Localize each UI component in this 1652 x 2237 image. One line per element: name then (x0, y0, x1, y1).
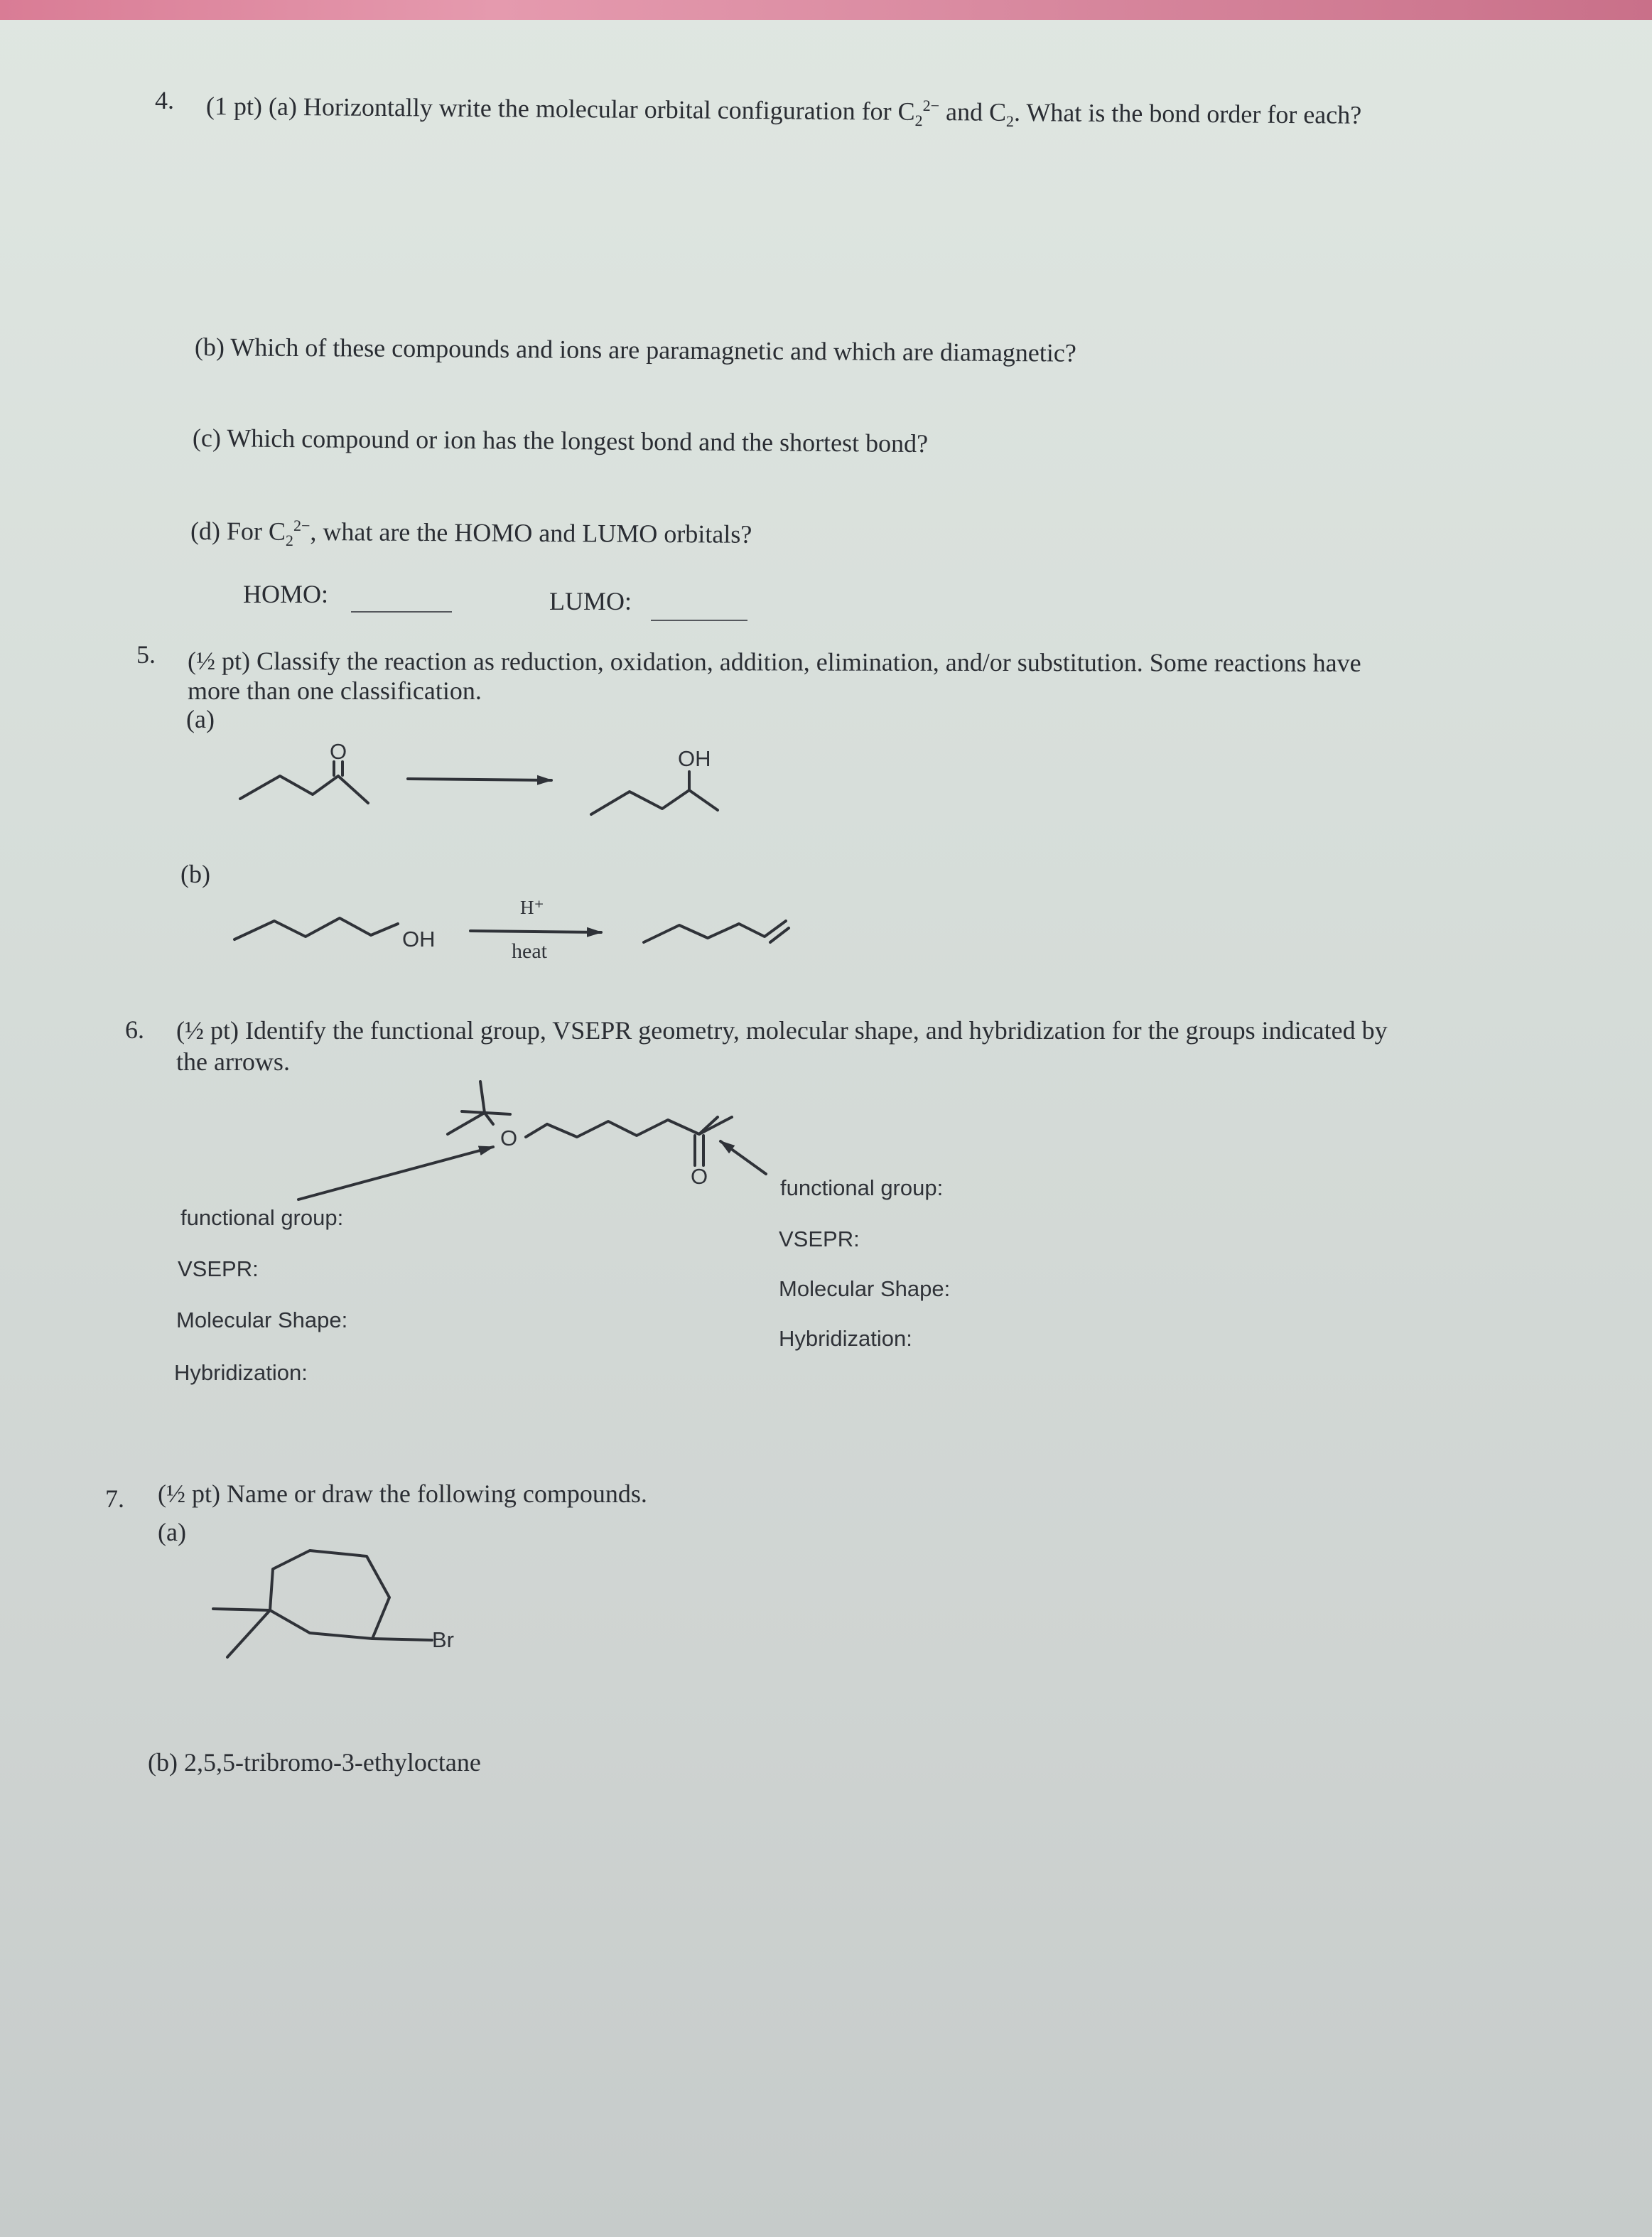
q7a-br: Br (432, 1627, 454, 1652)
q6-ether-arrow (298, 1147, 493, 1200)
q4-d-sup: 2− (293, 516, 311, 535)
q5-line-1: (½ pt) Classify the reaction as reduction, oxidation, addition, elimination, and/or substitution. Some reactions have (187, 647, 1361, 677)
q7a-cycloheptane-structure (213, 1551, 432, 1657)
q4-part-b: (b) Which of these compounds and ions are paramagnetic and which are diamagnetic? (194, 333, 1076, 367)
homo-label: HOMO: (243, 580, 329, 608)
q4-d-pre: (d) For C (190, 517, 286, 546)
q4-number: 4. (155, 86, 174, 114)
q7-header: (½ pt) Name or draw the following compounds. (158, 1479, 647, 1508)
q5-a-label: (a) (186, 705, 215, 733)
q4-header-post: . What is the bond order for each? (1013, 97, 1362, 129)
q5-b-label: (b) (180, 860, 210, 888)
q5b-reaction-arrow (470, 931, 601, 932)
q5b-reagent-heat: heat (512, 939, 547, 963)
lumo-label: LUMO: (549, 587, 632, 615)
left-molecular-shape-label: Molecular Shape: (176, 1308, 348, 1332)
right-hybridization-label: Hybridization: (779, 1326, 912, 1351)
q6-number: 6. (125, 1015, 144, 1044)
q6-ether-o: O (500, 1126, 518, 1150)
q4-sub-b: 2 (1005, 112, 1015, 131)
q4-header-mid: and C (939, 97, 1007, 126)
q4-d-post: , what are the HOMO and LUMO orbitals? (310, 517, 752, 549)
left-functional-group-label: functional group: (180, 1205, 344, 1230)
q7-a-label: (a) (158, 1518, 186, 1546)
q4-sub: 2 (914, 112, 923, 130)
q4-part-c: (c) Which compound or ion has the longest bond and the shortest bond? (192, 424, 929, 458)
right-molecular-shape-label: Molecular Shape: (779, 1276, 951, 1301)
q7-number: 7. (105, 1484, 124, 1513)
q4-header-pre: (1 pt) (a) Horizontally write the molecular orbital configuration for C (205, 92, 915, 126)
q7-part-b: (b) 2,5,5-tribromo-3-ethyloctane (148, 1748, 481, 1777)
q5b-reagent-h: H⁺ (520, 897, 544, 918)
q5b-alkene-structure (644, 921, 789, 942)
q5a-product-oh: OH (678, 746, 711, 771)
q5a-ketone-structure (240, 762, 368, 803)
q6-carbonyl-o: O (691, 1164, 708, 1189)
q4-d-sub: 2 (285, 532, 294, 550)
q5a-reaction-arrow (408, 779, 551, 780)
q5-number: 5. (136, 640, 156, 669)
q5a-ketone-o: O (330, 739, 347, 764)
q6-carbonyl-arrow (720, 1141, 766, 1174)
q6-line-2: the arrows. (176, 1047, 290, 1076)
q4-sup: 2− (922, 96, 940, 115)
right-vsepr-label: VSEPR: (779, 1227, 860, 1251)
q5-line-2: more than one classification. (188, 677, 482, 705)
q6-ester-structure (448, 1082, 732, 1165)
q5b-alcohol-structure (234, 918, 398, 939)
left-vsepr-label: VSEPR: (178, 1256, 259, 1281)
q5b-reactant-oh: OH (402, 927, 436, 952)
right-functional-group-label: functional group: (780, 1175, 944, 1200)
q5a-alcohol-structure (591, 772, 718, 814)
q6-line-1: (½ pt) Identify the functional group, VSEPR geometry, molecular shape, and hybridization for the groups indicated by (176, 1016, 1388, 1045)
left-hybridization-label: Hybridization: (174, 1360, 308, 1385)
